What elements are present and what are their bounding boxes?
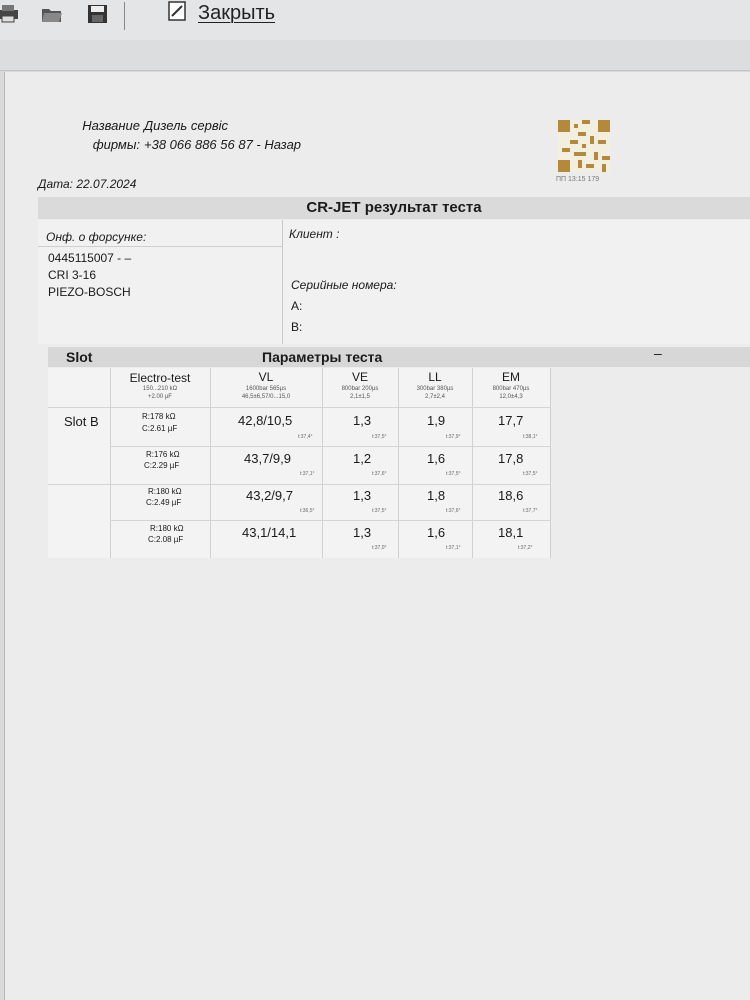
- vl-value: 43,7/9,9: [244, 451, 291, 466]
- capacitance-cell: C:2.61 µF: [142, 424, 178, 433]
- date-value: 22.07.2024: [76, 177, 137, 191]
- capacitance-cell: C:2.29 µF: [144, 461, 180, 470]
- close-button-label: Закрыть: [198, 1, 276, 24]
- params-title: Параметры теста: [262, 349, 383, 365]
- slot-cell: Slot B: [64, 414, 99, 429]
- company-phone: +38 066 886 56 87 - Назар: [144, 137, 302, 152]
- ve-value: 1,2: [353, 451, 372, 466]
- table-row-divider: [110, 446, 550, 447]
- injector-model: CRI 3-16: [48, 268, 97, 282]
- ve-value: 1,3: [353, 413, 372, 428]
- report-date: [38, 177, 136, 191]
- close-document-icon: [166, 0, 188, 27]
- serial-b-label: B:: [291, 320, 303, 334]
- company-header: [72, 116, 301, 154]
- vl-temperature: t:37,4°: [298, 434, 313, 440]
- resistance-cell: R:180 kΩ: [148, 487, 182, 496]
- slot-column-header: Slot: [66, 349, 93, 365]
- ve-temperature: t:37,6°: [372, 471, 387, 477]
- params-dash: –: [654, 345, 662, 361]
- close-button[interactable]: [166, 0, 275, 26]
- resistance-cell: R:176 kΩ: [146, 450, 180, 459]
- ll-temperature: t:37,6°: [446, 508, 461, 514]
- em-temperature: t:37,7°: [523, 508, 538, 514]
- qr-code: [558, 120, 610, 172]
- params-title-bar: [48, 347, 750, 367]
- company-name-label: Название: [82, 118, 140, 133]
- company-name: Дизель сервіс: [144, 118, 228, 133]
- ll-value: 1,8: [427, 488, 446, 503]
- em-temperature: t:37,2°: [518, 545, 533, 551]
- ll-value: 1,6: [427, 525, 446, 540]
- vl-value: 42,8/10,5: [238, 413, 293, 428]
- ve-temperature: t:37,5°: [372, 508, 387, 514]
- ll-temperature: t:37,1°: [446, 545, 461, 551]
- vl-temperature: t:36,5°: [300, 508, 315, 514]
- table-row-divider: [48, 407, 550, 408]
- toolbar-separator: [124, 2, 125, 30]
- table-row-divider: [48, 484, 550, 485]
- ll-temperature: t:37,9°: [446, 434, 461, 440]
- em-temperature: t:37,5°: [523, 471, 538, 477]
- info-divider: [282, 220, 283, 344]
- ve-temperature: t:37,5°: [372, 434, 387, 440]
- injector-code: 0445115007 - –: [48, 251, 132, 265]
- save-disk-icon[interactable]: [86, 4, 110, 24]
- injector-type: PIEZO-BOSCH: [48, 285, 131, 299]
- table-row-divider: [110, 520, 550, 521]
- ll-value: 1,9: [427, 413, 446, 428]
- vl-value: 43,2/9,7: [246, 488, 293, 503]
- capacitance-cell: C:2.49 µF: [146, 498, 182, 507]
- capacitance-cell: C:2.08 µF: [148, 535, 184, 544]
- em-value: 18,6: [498, 488, 524, 503]
- ll-value: 1,6: [427, 451, 446, 466]
- em-temperature: t:38,1°: [523, 434, 538, 440]
- table-divider: [550, 368, 551, 558]
- qr-caption: ПП 13:15 179: [556, 176, 600, 183]
- serial-a-label: A:: [291, 299, 303, 313]
- date-label: Дата:: [38, 177, 73, 191]
- injector-info-label: Онф. о форсунке:: [46, 230, 147, 244]
- ve-value: 1,3: [353, 525, 372, 540]
- open-folder-icon[interactable]: [40, 4, 64, 24]
- resistance-cell: R:178 kΩ: [142, 412, 176, 421]
- em-value: 18,1: [498, 525, 524, 540]
- resistance-cell: R:180 kΩ: [150, 524, 184, 533]
- client-label: Клиент :: [289, 227, 340, 241]
- secondary-toolbar: [0, 40, 750, 71]
- ve-value: 1,3: [353, 488, 372, 503]
- report-title: CR-JET результат теста: [38, 197, 750, 219]
- company-phone-label: фирмы:: [92, 137, 140, 152]
- printer-icon[interactable]: [0, 4, 20, 24]
- ve-temperature: t:37,0°: [372, 545, 387, 551]
- vl-temperature: t:37,1°: [300, 471, 315, 477]
- em-value: 17,8: [498, 451, 524, 466]
- toolbar: [0, 0, 750, 41]
- em-value: 17,7: [498, 413, 524, 428]
- vl-value: 43,1/14,1: [242, 525, 297, 540]
- ll-temperature: t:37,5°: [446, 471, 461, 477]
- info-underline: [38, 246, 282, 247]
- serial-numbers-label: Серийные номера:: [291, 278, 397, 292]
